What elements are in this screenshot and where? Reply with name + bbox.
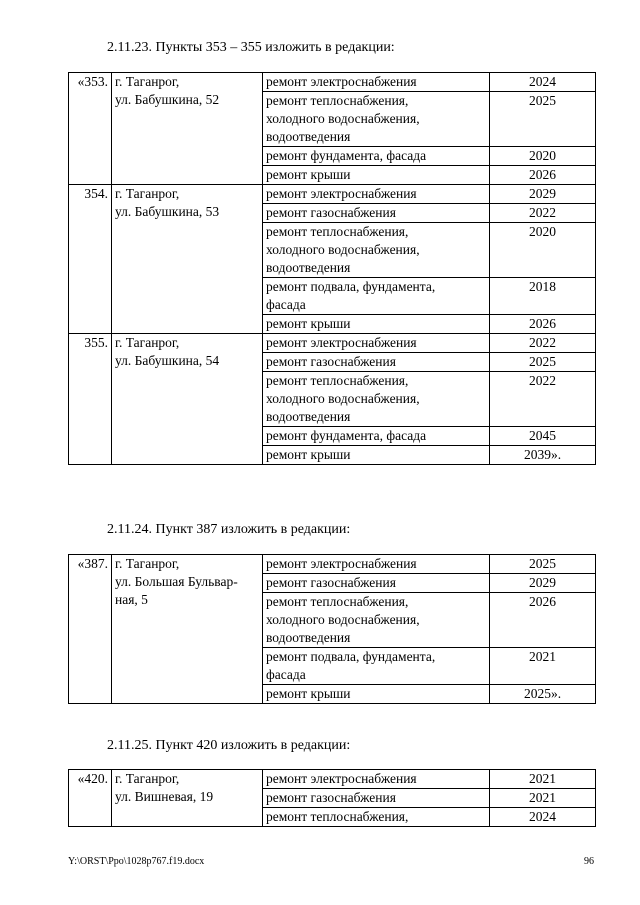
- work-type-cell: [263, 789, 490, 808]
- table-row: [69, 185, 596, 204]
- year-cell: 2026: [490, 166, 596, 185]
- work-type-cell: [263, 685, 490, 704]
- year-cell: 2024: [490, 73, 596, 92]
- work-type-cell: [263, 315, 490, 334]
- address-line: ул. Бабушкина, 54: [115, 353, 220, 368]
- work-type-line: ремонт теплоснабжения,: [266, 224, 409, 239]
- year-cell: 2022: [490, 204, 596, 223]
- work-type-cell: [263, 808, 490, 827]
- item-number: 354.: [69, 185, 112, 334]
- work-type-line: ремонт фундамента, фасада: [266, 148, 427, 163]
- year-cell: 2039».: [490, 446, 596, 465]
- work-type-cell: [263, 166, 490, 185]
- work-type-line: ремонт крыши: [266, 316, 351, 331]
- work-type-cell: [263, 372, 490, 427]
- year-cell: 2020: [490, 223, 596, 278]
- work-type-line: ремонт теплоснабжения,: [266, 373, 409, 388]
- address-line: ул. Большая Бульвар-: [115, 574, 238, 589]
- item-number: «353.: [69, 73, 112, 185]
- repair-table: [68, 769, 596, 827]
- work-type-cell: [263, 278, 490, 315]
- work-type-line: ремонт подвала, фундамента,: [266, 279, 436, 294]
- work-type-line: водоотведения: [266, 129, 351, 144]
- year-cell: 2029: [490, 574, 596, 593]
- year-cell: 2021: [490, 648, 596, 685]
- year-cell: 2020: [490, 147, 596, 166]
- item-number: 355.: [69, 334, 112, 465]
- table-row: [69, 73, 596, 92]
- work-type-cell: [263, 770, 490, 789]
- work-type-line: ремонт фундамента, фасада: [266, 428, 427, 443]
- year-cell: 2024: [490, 808, 596, 827]
- work-type-cell: [263, 574, 490, 593]
- address-line: г. Таганрог,: [115, 74, 180, 89]
- work-type-line: ремонт крыши: [266, 686, 351, 701]
- work-type-cell: [263, 223, 490, 278]
- work-type-line: ремонт электроснабжения: [266, 186, 417, 201]
- footer-file-path: Y:\ORST\Ppo\1028p767.f19.docx: [68, 856, 205, 867]
- work-type-line: холодного водоснабжения,: [266, 391, 420, 406]
- year-cell: 2021: [490, 770, 596, 789]
- work-type-line: ремонт электроснабжения: [266, 771, 417, 786]
- year-cell: 2018: [490, 278, 596, 315]
- work-type-cell: [263, 446, 490, 465]
- year-cell: 2026: [490, 315, 596, 334]
- work-type-cell: [263, 593, 490, 648]
- year-cell: 2025».: [490, 685, 596, 704]
- work-type-line: ремонт подвала, фундамента,: [266, 649, 436, 664]
- work-type-line: ремонт крыши: [266, 167, 351, 182]
- work-type-line: холодного водоснабжения,: [266, 111, 420, 126]
- work-type-cell: [263, 204, 490, 223]
- table-row: [69, 770, 596, 789]
- section-heading: 2.11.23. Пункты 353 – 355 изложить в редакции:: [107, 40, 395, 55]
- work-type-line: холодного водоснабжения,: [266, 242, 420, 257]
- page-number: 96: [584, 856, 594, 867]
- work-type-line: водоотведения: [266, 409, 351, 424]
- work-type-line: фасада: [266, 667, 306, 682]
- year-cell: 2029: [490, 185, 596, 204]
- work-type-line: фасада: [266, 297, 306, 312]
- address-cell: [112, 73, 263, 185]
- work-type-line: ремонт электроснабжения: [266, 335, 417, 350]
- work-type-line: ремонт газоснабжения: [266, 790, 396, 805]
- address-cell: [112, 770, 263, 827]
- work-type-line: ремонт теплоснабжения,: [266, 594, 409, 609]
- work-type-cell: [263, 147, 490, 166]
- work-type-cell: [263, 555, 490, 574]
- address-cell: [112, 334, 263, 465]
- repair-table: [68, 72, 596, 465]
- address-cell: [112, 555, 263, 704]
- work-type-cell: [263, 427, 490, 446]
- section-heading: 2.11.25. Пункт 420 изложить в редакции:: [107, 738, 351, 753]
- item-number: «420.: [69, 770, 112, 827]
- table-row: [69, 334, 596, 353]
- work-type-cell: [263, 185, 490, 204]
- year-cell: 2022: [490, 334, 596, 353]
- address-line: г. Таганрог,: [115, 556, 180, 571]
- address-line: г. Таганрог,: [115, 335, 180, 350]
- year-cell: 2025: [490, 92, 596, 147]
- year-cell: 2021: [490, 789, 596, 808]
- work-type-cell: [263, 92, 490, 147]
- work-type-line: ремонт электроснабжения: [266, 556, 417, 571]
- address-line: ул. Вишневая, 19: [115, 789, 214, 804]
- work-type-cell: [263, 334, 490, 353]
- work-type-line: ремонт газоснабжения: [266, 205, 396, 220]
- address-line: ная, 5: [115, 592, 148, 607]
- address-line: г. Таганрог,: [115, 771, 180, 786]
- address-cell: [112, 185, 263, 334]
- item-number: «387.: [69, 555, 112, 704]
- table-row: [69, 555, 596, 574]
- work-type-cell: [263, 648, 490, 685]
- repair-table: [68, 554, 596, 704]
- year-cell: 2045: [490, 427, 596, 446]
- work-type-line: ремонт электроснабжения: [266, 74, 417, 89]
- work-type-cell: [263, 73, 490, 92]
- year-cell: 2025: [490, 555, 596, 574]
- section-heading: 2.11.24. Пункт 387 изложить в редакции:: [107, 522, 351, 537]
- address-line: г. Таганрог,: [115, 186, 180, 201]
- work-type-line: водоотведения: [266, 630, 351, 645]
- work-type-cell: [263, 353, 490, 372]
- work-type-line: водоотведения: [266, 260, 351, 275]
- address-line: ул. Бабушкина, 52: [115, 92, 220, 107]
- work-type-line: ремонт теплоснабжения,: [266, 93, 409, 108]
- year-cell: 2025: [490, 353, 596, 372]
- work-type-line: ремонт газоснабжения: [266, 354, 396, 369]
- work-type-line: ремонт крыши: [266, 447, 351, 462]
- year-cell: 2026: [490, 593, 596, 648]
- work-type-line: ремонт газоснабжения: [266, 575, 396, 590]
- work-type-line: холодного водоснабжения,: [266, 612, 420, 627]
- work-type-line: ремонт теплоснабжения,: [266, 809, 409, 824]
- address-line: ул. Бабушкина, 53: [115, 204, 220, 219]
- year-cell: 2022: [490, 372, 596, 427]
